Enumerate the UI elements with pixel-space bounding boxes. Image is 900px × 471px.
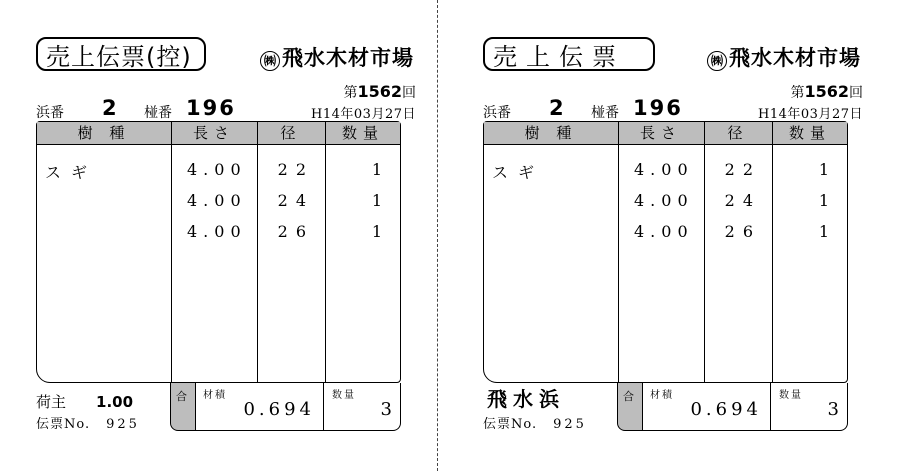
total-label-box <box>617 383 643 431</box>
slip-title-box <box>483 37 655 71</box>
cell-species: スギ <box>45 163 98 182</box>
header-diameter: 径 <box>280 124 302 142</box>
slip-title: 売上伝票 <box>493 42 625 71</box>
buyer-brand: 飛水浜 <box>487 387 565 411</box>
cell-quantity: 1 <box>818 222 829 241</box>
slip-number-value: 925 <box>106 417 140 432</box>
cell-quantity: 1 <box>371 222 382 241</box>
volume-total: 0.694 <box>243 399 315 420</box>
items-table <box>36 121 401 383</box>
cell-length: 4.00 <box>187 191 247 210</box>
table-row <box>37 191 400 217</box>
corporation-mark: ㈱ <box>260 51 280 71</box>
cell-length: 4.00 <box>634 191 694 210</box>
round-prefix: 第 <box>790 85 805 101</box>
cell-length: 4.00 <box>634 222 694 241</box>
volume-total: 0.694 <box>690 399 762 420</box>
volume-label: 材積 <box>650 390 674 401</box>
slip-number-label: 伝票No. <box>36 417 91 432</box>
quantity-total: 3 <box>827 399 839 420</box>
slip-number-value: 925 <box>553 417 587 432</box>
perforation-divider <box>437 0 438 471</box>
volume-total-box <box>195 383 324 431</box>
header-diameter: 径 <box>727 124 749 142</box>
cell-quantity: 1 <box>818 191 829 210</box>
pile-number-label: 椪番 <box>144 105 172 121</box>
quantity-total-box <box>324 383 401 431</box>
header-quantity: 数量 <box>341 124 384 142</box>
yard-number-label: 浜番 <box>483 105 511 121</box>
items-table <box>483 121 848 383</box>
shipper-value: 1.00 <box>96 393 134 411</box>
company-name <box>260 42 414 72</box>
shipper <box>36 391 133 412</box>
slip-number-label: 伝票No. <box>483 417 538 432</box>
header-length: 長さ <box>639 124 682 142</box>
volume-total-box <box>642 383 771 431</box>
pile-number-value: 196 <box>633 96 683 120</box>
pile-number-label: 椪番 <box>591 105 619 121</box>
table-header <box>37 122 400 145</box>
round-suffix: 回 <box>402 85 416 101</box>
company-name-text: 飛水木材市場 <box>282 46 414 70</box>
slip-ids-row <box>36 98 416 120</box>
slip-ids-row <box>483 98 863 120</box>
slip-date: H14年03月27日 <box>758 107 863 122</box>
cell-length: 4.00 <box>634 160 694 179</box>
quantity-total: 3 <box>380 399 392 420</box>
table-row <box>37 160 400 186</box>
company-name <box>707 42 861 72</box>
corporation-mark: ㈱ <box>707 51 727 71</box>
slip-title-box <box>36 37 206 71</box>
cell-species: スギ <box>492 163 545 182</box>
cell-diameter: 26 <box>724 222 761 241</box>
slip-title: 売上伝票(控) <box>46 42 192 71</box>
header-length: 長さ <box>192 124 235 142</box>
yard-number-value: 2 <box>102 96 117 120</box>
cell-diameter: 22 <box>277 160 314 179</box>
table-header <box>484 122 847 145</box>
cell-quantity: 1 <box>371 191 382 210</box>
total-label: 合 <box>176 390 187 403</box>
header-quantity: 数量 <box>788 124 831 142</box>
company-name-text: 飛水木材市場 <box>729 46 861 70</box>
cell-length: 4.00 <box>187 160 247 179</box>
header-species: 樹 種 <box>77 124 131 142</box>
table-row <box>484 160 847 186</box>
total-label: 合 <box>623 390 634 403</box>
table-row <box>484 222 847 248</box>
shipper-label: 荷主 <box>36 393 67 411</box>
sales-slip-copy <box>36 0 416 471</box>
header-species: 樹 種 <box>524 124 578 142</box>
total-label-box <box>170 383 196 431</box>
volume-label: 材積 <box>203 390 227 401</box>
yard-number-label: 浜番 <box>36 105 64 121</box>
cell-quantity: 1 <box>818 160 829 179</box>
slip-footer <box>36 383 401 431</box>
round-number: 1562 <box>804 82 849 101</box>
cell-diameter: 24 <box>277 191 314 210</box>
quantity-total-label: 数量 <box>332 390 356 401</box>
slip-footer <box>483 383 848 431</box>
quantity-total-box <box>771 383 848 431</box>
slip-number <box>36 413 140 432</box>
sales-slip <box>483 0 863 471</box>
round-number: 1562 <box>357 82 402 101</box>
slip-number <box>483 413 587 432</box>
cell-quantity: 1 <box>371 160 382 179</box>
quantity-total-label: 数量 <box>779 390 803 401</box>
table-row <box>484 191 847 217</box>
slip-date: H14年03月27日 <box>311 107 416 122</box>
cell-length: 4.00 <box>187 222 247 241</box>
cell-diameter: 26 <box>277 222 314 241</box>
round-suffix: 回 <box>849 85 863 101</box>
round-prefix: 第 <box>343 85 358 101</box>
table-row <box>37 222 400 248</box>
cell-diameter: 22 <box>724 160 761 179</box>
cell-diameter: 24 <box>724 191 761 210</box>
pile-number-value: 196 <box>186 96 236 120</box>
yard-number-value: 2 <box>549 96 564 120</box>
